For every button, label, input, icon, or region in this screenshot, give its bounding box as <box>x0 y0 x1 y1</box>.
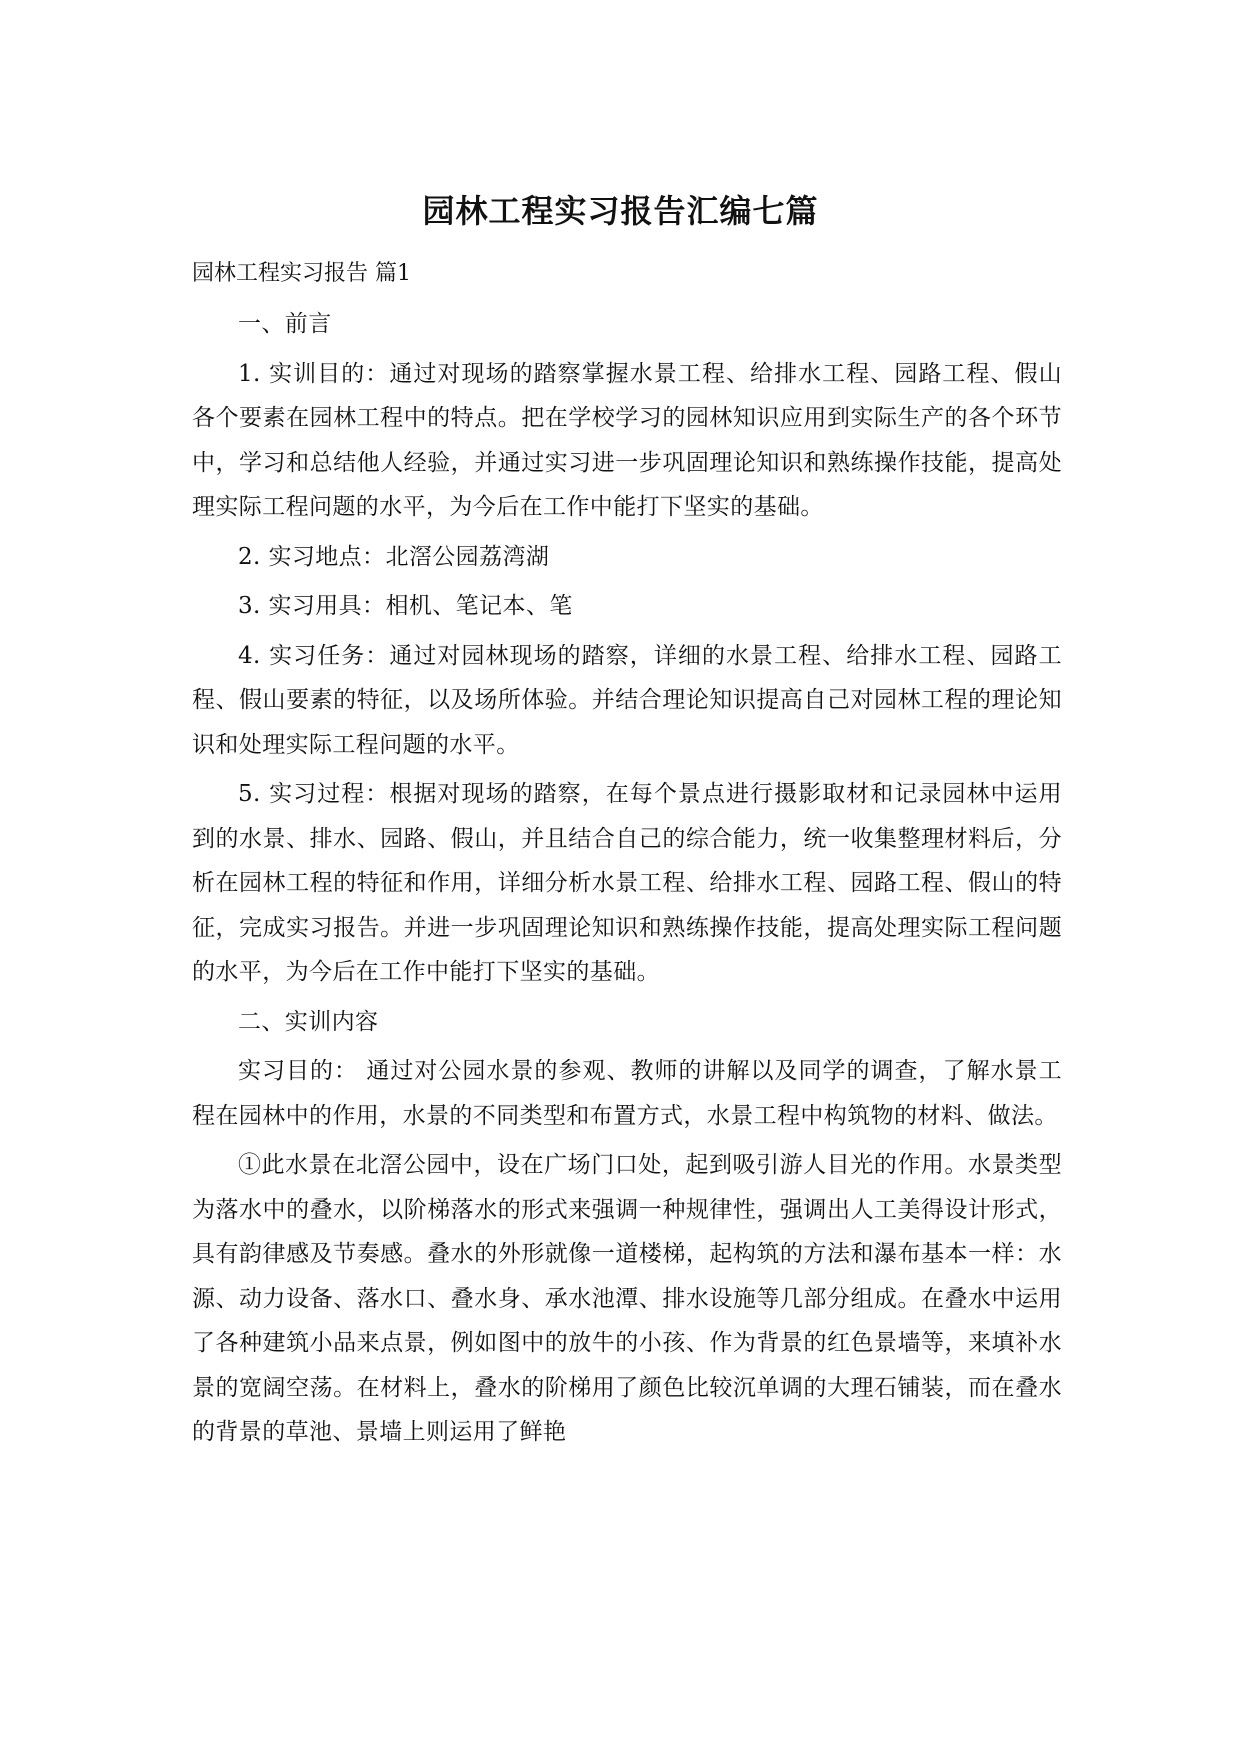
section-heading: 园林工程实习报告 篇1 <box>192 261 411 286</box>
paragraph: 实习目的： 通过对公园水景的参观、教师的讲解以及同学的调查，了解水景工程在园林中的作用，水景的不同类型和布置方式，水景工程中构筑物的材料、做法。 <box>192 1058 1062 1129</box>
paragraph: 2. 实习地点：北滘公园荔湾湖 <box>238 543 550 570</box>
paragraph: 5. 实习过程：根据对现场的踏察，在每个景点进行摄影取材和记录园林中运用到的水景、排水、园路、假山，并且结合自己的综合能力，统一收集整理材料后，分析在园林工程的特征和作用，详细分析水景工程、给排水工程、园路工程、假山的特征，完成实习报告。并进一步巩固理论知识和熟练操作技能，提高处理实际工程问题的水平，为今后在工作中能打下坚实的基础。 <box>192 781 1062 985</box>
paragraph: 3. 实习用具：相机、笔记本、笔 <box>238 593 573 619</box>
paragraph: ①此水景在北滘公园中，设在广场门口处，起到吸引游人目光的作用。水景类型为落水中的叠水，以阶梯落水的形式来强调一种规律性，强调出人工美得设计形式，具有韵律感及节奏感。叠水的外形就像一道楼梯，起构筑的方法和瀑布基本一样：水源、动力设备、落水口、叠水身、承水池潭、排水设施等几部分组成。在叠水中运用了各种建筑小品来点景，例如图中的放牛的小孩、作为背景的红色景墙等，来填补水景的宽阔空荡。在材料上，叠水的阶梯用了颜色比较沉单调的大理石铺装，而在叠水的背景的草池、景墙上则运用了鲜艳 <box>192 1152 1062 1445</box>
document-body <box>192 302 1062 1460</box>
paragraph: 二、实训内容 <box>238 1008 379 1035</box>
document-title: 园林工程实习报告汇编七篇 <box>422 192 819 230</box>
paragraph: 1. 实训目的：通过对现场的踏察掌握水景工程、给排水工程、园路工程、假山各个要素在园林工程中的特点。把在学校学习的园林知识应用到实际生产的各个环节中，学习和总结他人经验，并通过实习进一步巩固理论知识和熟练操作技能，提高处理实际工程问题的水平，为今后在工作中能打下坚实的基础。 <box>192 360 1062 520</box>
paragraph: 一、前言 <box>238 311 332 337</box>
paragraph: 4. 实习任务：通过对园林现场的踏察，详细的水景工程、给排水工程、园路工程、假山要素的特征，以及场所体验。并结合理论知识提高自己对园林工程的理论知识和处理实际工程问题的水平。 <box>192 642 1062 758</box>
